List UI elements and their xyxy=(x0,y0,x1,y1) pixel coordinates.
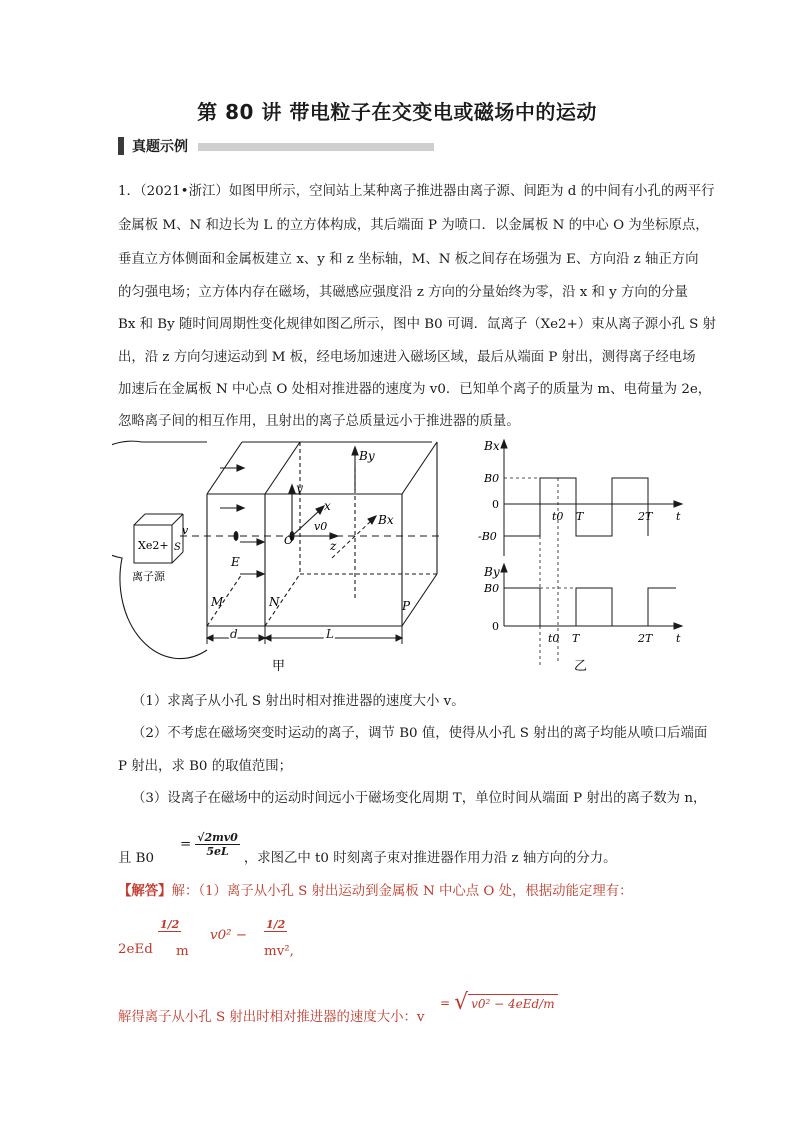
bx-arrow xyxy=(332,516,376,558)
by-label: By xyxy=(359,449,375,463)
by-waveform xyxy=(504,588,676,626)
eq-mv2: mv², xyxy=(264,944,294,959)
y-label: y xyxy=(296,481,303,495)
n-label: N xyxy=(269,595,280,609)
figure-yi xyxy=(478,436,698,676)
eq-half-2: 1/2 xyxy=(266,918,286,931)
by-arrow xyxy=(352,447,358,490)
by-b0-label: B0 xyxy=(484,582,500,595)
l-label: L xyxy=(326,627,334,641)
answer-sqrt: = √ v0² − 4eEd/m xyxy=(440,990,558,1015)
answer-equation xyxy=(118,918,418,962)
q3b-fraction xyxy=(195,831,240,858)
p-label: P xyxy=(402,599,411,613)
by-axis-label: By xyxy=(484,565,500,579)
section-label: 真题示例 xyxy=(132,139,188,155)
bx-b0-label: B0 xyxy=(484,472,500,485)
v-label: v xyxy=(182,524,189,537)
xe-label: Xe2+ xyxy=(138,539,169,552)
answer-line-1 xyxy=(118,880,633,899)
problem-line-7: 加速后在金属板 N 中心点 O 处相对推进器的速度为 v0．已知单个离子的质量为 m、电荷量为 2e， xyxy=(118,382,712,397)
d-label: d xyxy=(230,627,238,641)
bx-negb0-label: -B0 xyxy=(478,530,497,543)
bx-t0-label: t0 xyxy=(552,510,564,523)
z-label: z xyxy=(330,539,337,553)
q3b-post: ，求图乙中 t0 时刻离子束对推进器作用力沿 z 轴方向的分力。 xyxy=(243,851,617,866)
q3b-pre: 且 B0 xyxy=(118,851,155,866)
by-2t-label: 2T xyxy=(638,632,653,645)
problem-line-1: 1．（2021•浙江）如图甲所示，空间站上某种离子推进器由离子源、间距为 d 的中间有小孔的两平行 xyxy=(118,184,715,199)
by-graph-axes xyxy=(501,564,682,629)
bx-label: Bx xyxy=(378,513,394,527)
o-label: O xyxy=(284,534,294,547)
eq-v0sq: v0² − xyxy=(210,928,247,943)
m-label: M xyxy=(211,595,224,609)
q3b-denominator: 5eL xyxy=(206,845,229,858)
v0-label: v0 xyxy=(314,520,328,533)
figure-jia xyxy=(112,438,462,678)
q3b-numerator: √2mv0 xyxy=(197,831,238,844)
answer-tag: 【解答】 xyxy=(118,883,172,899)
s-label: S xyxy=(174,542,181,553)
source-label: 离子源 xyxy=(132,570,165,583)
problem-line-6: 出，沿 z 方向匀速运动到 M 板，经电场加速进入磁场区域，最后从端面 P 射出，测得离子经电场 xyxy=(118,350,696,365)
answer-text-1: 解：（1）离子从小孔 S 射出运动到金属板 N 中心点 O 处，根据动能定理有： xyxy=(171,884,633,899)
problem-line-2: 金属板 M、N 和边长为 L 的立方体构成，其后端面 P 为喷口．以金属板 N 的中心 O 为坐标原点， xyxy=(118,218,709,233)
e-label: E xyxy=(231,555,240,569)
by-zero-label: 0 xyxy=(492,620,499,633)
question-3b xyxy=(118,826,617,866)
sqrt-expression: v0² − 4eEd/m xyxy=(468,994,558,1011)
eq-lhs: 2eEd xyxy=(118,942,153,957)
bx-t-period-label: T xyxy=(576,510,584,523)
x-label: x xyxy=(324,499,331,513)
bx-zero-label: 0 xyxy=(492,498,499,511)
bx-2t-label: 2T xyxy=(638,510,653,523)
page-title: 第 80 讲 带电粒子在交变电或磁场中的运动 xyxy=(197,100,597,124)
problem-line-5: Bx 和 By 随时间周期性变化规律如图乙所示，图中 B0 可调．氙离子（Xe2+）束从离子源小孔 S 射 xyxy=(118,317,716,332)
caption-jia: 甲 xyxy=(272,659,286,674)
section-header xyxy=(118,136,434,156)
question-2a: （2）不考虑在磁场突变时运动的离子，调节 B0 值，使得从小孔 S 射出的离子均能从喷口后端面 xyxy=(132,726,708,741)
by-t-axis-label: t xyxy=(676,632,681,645)
question-2b: P 射出，求 B0 的取值范围； xyxy=(118,759,293,774)
question-3a: （3）设离子在磁场中的运动时间远小于磁场变化周期 T，单位时间从端面 P 射出的离子数为 n， xyxy=(132,791,707,806)
bx-graph-axes xyxy=(501,440,682,556)
caption-yi: 乙 xyxy=(574,659,588,674)
by-t-period-label: T xyxy=(572,632,580,645)
hole-m xyxy=(234,531,239,541)
problem-line-4: 的匀强电场；立方体内存在磁场，其磁感应强度沿 z 方向的分量始终为零，沿 x 和 y 方向的分量 xyxy=(118,285,688,300)
problem-line-3: 垂直立方体侧面和金属板建立 x、y 和 z 坐标轴，M、N 板之间存在场强为 E、方向沿 z 轴正方向 xyxy=(118,252,699,267)
q3b-eq: = xyxy=(180,837,192,852)
answer-line-3: 解得离子从小孔 S 射出时相对推进器的速度大小：v xyxy=(118,1010,425,1025)
section-bar xyxy=(118,137,124,155)
bx-t-axis-label: t xyxy=(676,510,681,523)
by-t0-label: t0 xyxy=(548,632,560,645)
problem-line-8: 忽略离子间的相互作用，且射出的离子总质量远小于推进器的质量。 xyxy=(118,414,520,429)
eq-m: m xyxy=(176,944,189,959)
question-1: （1）求离子从小孔 S 射出时相对推进器的速度大小 v。 xyxy=(132,694,465,709)
bx-axis-label: Bx xyxy=(484,439,500,453)
eq-half-1: 1/2 xyxy=(160,918,180,931)
section-rule xyxy=(198,143,434,151)
e-field-arrows xyxy=(220,465,264,577)
bx-waveform xyxy=(504,478,648,536)
